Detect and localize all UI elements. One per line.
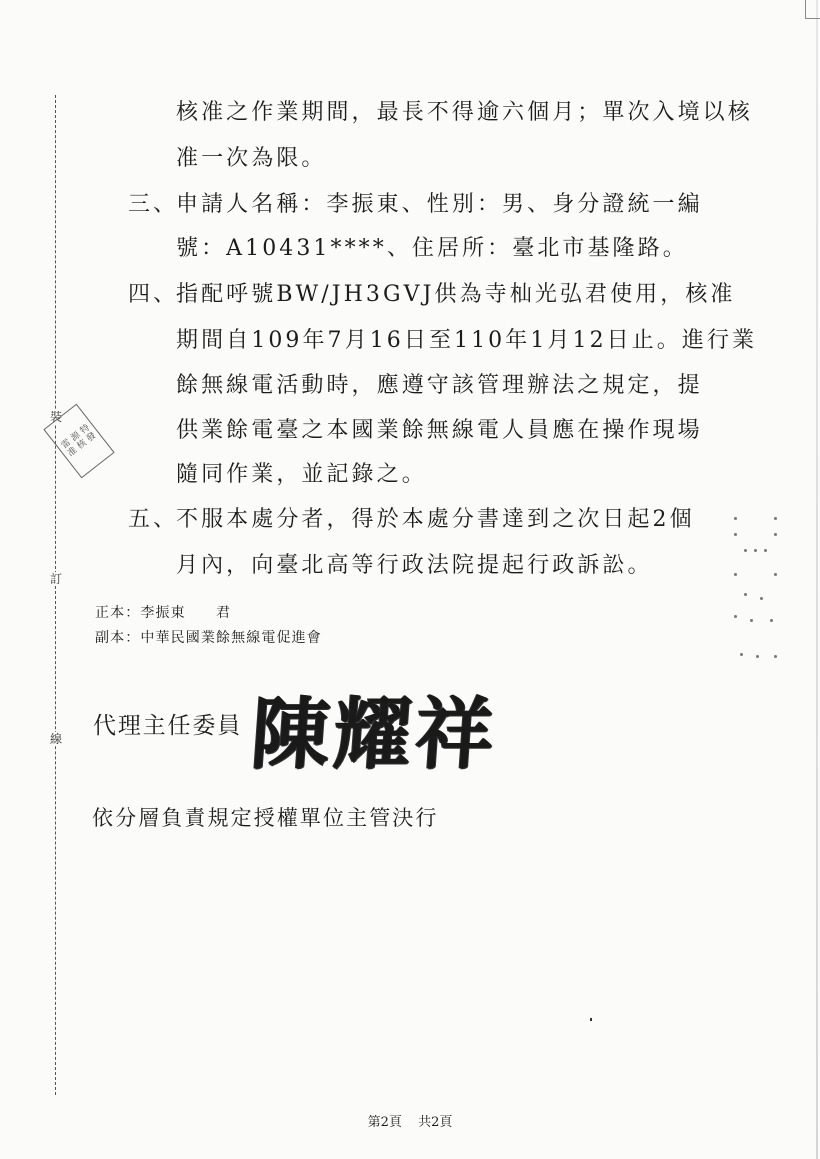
- text-line: 供業餘電臺之本國業餘無線電人員應在操作現場: [176, 418, 703, 443]
- item-number: 四、: [128, 282, 179, 307]
- page-edge: [816, 0, 818, 1159]
- stamp-char: 特: [78, 422, 93, 437]
- binding-label-xian: 線: [49, 732, 62, 746]
- page-number: 第2頁: [367, 1115, 402, 1130]
- delegation-note: 依分層負責規定授權單位主管決行: [92, 806, 439, 830]
- text-line: 期間自109年7月16日至110年1月12日止。進行業: [176, 328, 758, 353]
- copy-recipient: [95, 627, 322, 647]
- corner-mark: [805, 0, 820, 19]
- stamp-char: 雷: [59, 437, 74, 452]
- page-total: 共2頁: [418, 1115, 453, 1130]
- original-recipient: [95, 602, 231, 622]
- item-number: 三、: [128, 192, 179, 217]
- text-line: 號：A10431****、住居所：臺北市基隆路。: [176, 236, 688, 261]
- signer-title: 代理主任委員: [93, 713, 243, 739]
- signature-seal: 陳耀祥: [248, 689, 501, 780]
- page-footer: [0, 1111, 820, 1130]
- original-value: 李振東 君: [140, 605, 232, 621]
- stamp-char: 源: [69, 430, 83, 444]
- item-number: 五、: [128, 507, 179, 532]
- original-label: 正本：: [95, 605, 141, 621]
- text-line: 指配呼號BW/JH3GVJ供為寺杣光弘君使用，核准: [176, 282, 736, 307]
- binding-label-zhuang: 裝: [49, 410, 62, 424]
- copy-value: 中華民國業餘無線電促進會: [140, 630, 322, 646]
- text-line: 申請人名稱：李振東、性別：男、身分證統一編: [176, 192, 703, 217]
- scan-speck: [590, 1018, 592, 1021]
- binding-dashed-line: [55, 95, 56, 1095]
- stamp-char: 發: [84, 430, 99, 445]
- text-line: 月內，向臺北高等行政法院提起行政訴訟。: [176, 553, 653, 578]
- text-line: 准一次為限。: [176, 146, 327, 171]
- text-line: 核准之作業期間，最長不得逾六個月；單次入境以核: [176, 100, 753, 125]
- text-line: 不服本處分者，得於本處分書達到之次日起2個: [176, 507, 695, 532]
- text-line: 隨同作業，並記錄之。: [176, 462, 427, 487]
- text-line: 餘無線電活動時，應遵守該管理辦法之規定，提: [176, 373, 703, 398]
- punch-dots: [730, 515, 790, 665]
- binding-label-ding: 訂: [49, 572, 62, 586]
- stamp-char: 核: [75, 438, 89, 452]
- stamp-char: 准: [65, 445, 80, 460]
- copy-label: 副本：: [95, 630, 141, 646]
